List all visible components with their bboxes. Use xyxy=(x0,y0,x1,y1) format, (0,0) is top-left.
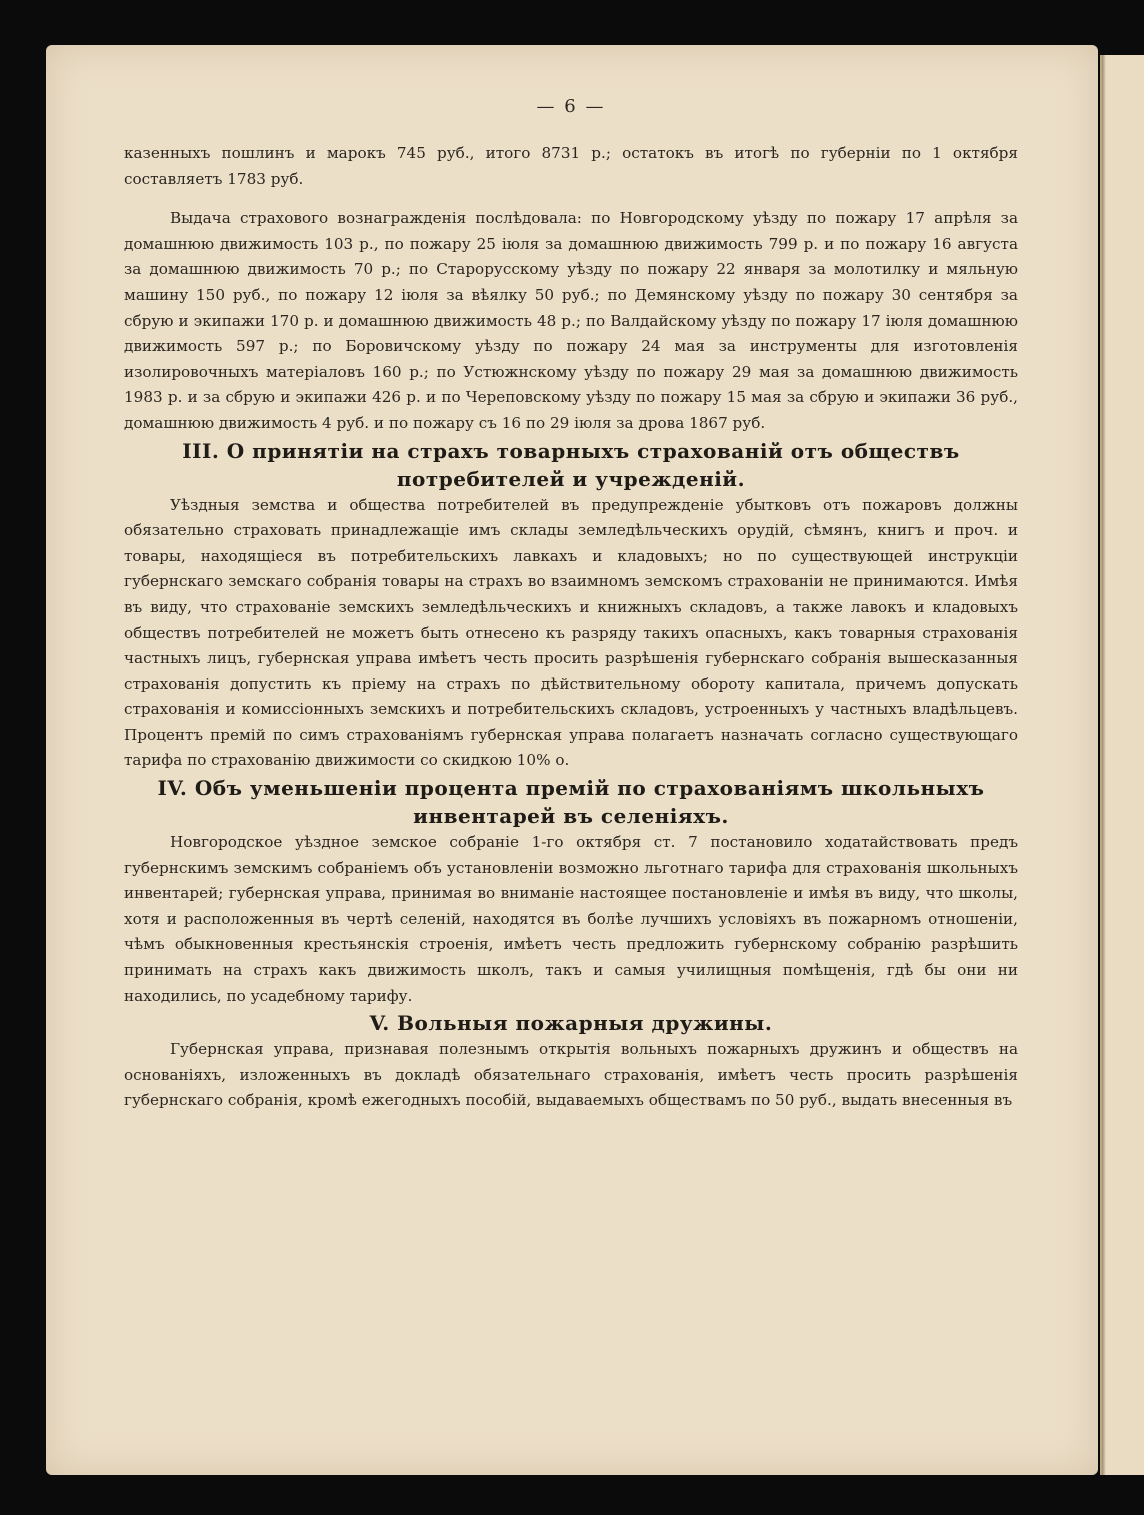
paragraph-continued: казенныхъ пошлинъ и марокъ 745 руб., итого 8731 р.; остатокъ въ итогѣ по губерніи по 1 октября составляетъ 1783 руб. xyxy=(124,144,1018,188)
paragraph-section-3: Уѣздныя земства и общества потребителей въ предупрежденіе убытковъ отъ пожаровъ должны обязательно страховать принадлежащіе имъ склады земледѣльческихъ орудій, сѣмянъ, книгъ и проч. и товары, находящіеся въ потребительскихъ лавкахъ и кладовыхъ; но по существующей инструкціи губернскаго земскаго собранія товары на страхъ во взаимномъ земскомъ страхованіи не принимаются. Имѣя въ виду, что страхованіе земскихъ земледѣльческихъ и книжныхъ складовъ, а также лавокъ и кладовыхъ обществъ потребителей не можетъ быть отнесено къ разряду такихъ опасныхъ, какъ товарныя страхованія частныхъ лицъ, губернская управа имѣетъ честь просить разрѣшенія губернскаго собранія вышесказанныя страхованія допустить къ пріему на страхъ по дѣйствительному обороту капитала, причемъ допускать страхованія и комиссіонныхъ земскихъ и потребительскихъ складовъ, устроенныхъ у частныхъ владѣльцевъ. Процентъ премій по симъ страхованіямъ губернская управа полагаетъ назначать согласно существующаго тарифа по страхованію движимости со скидкою 10% о. xyxy=(124,495,1018,770)
section-heading-4: IV. Объ уменьшеніи процента премій по страхованіямъ школьныхъ инвентарей въ селеніяхъ. xyxy=(157,776,985,829)
next-page-edge xyxy=(1100,55,1144,1475)
page-content xyxy=(124,96,1018,1114)
paragraph-section-5: Губернская управа, признавая полезнымъ открытія вольныхъ пожарныхъ дружинъ и обществъ на основаніяхъ, изложенныхъ въ докладѣ обязательнаго страхованія, имѣетъ честь просить разрѣшенія губернскаго собранія, кромѣ ежегодныхъ пособій, выдаваемыхъ обществамъ по 50 руб., выдать внесенныя въ xyxy=(124,1040,1018,1110)
page-number: — 6 — xyxy=(536,96,606,117)
section-heading-3: III. О принятіи на страхъ товарныхъ страхованій отъ обществъ потребителей и учрежденій. xyxy=(182,438,960,491)
paragraph-insurance-payouts: Выдача страхового вознагражденія послѣдовала: по Новгородскому уѣзду по пожару 17 апрѣля за домашнюю движимость 103 р., по пожару 25 іюля за домашнюю движимость 799 р. и по пожару 16 августа за домашнюю движимость 70 р.; по Старорусскому уѣзду по пожару 22 января за молотилку и мяльную машину 150 руб., по пожару 12 іюля за вѣялку 50 руб.; по Демянскому уѣзду по пожару 30 сентября за сбрую и экипажи 170 р. и домашнюю движимость 48 р.; по Валдайскому уѣзду по пожару 17 іюля домашнюю движимость 597 р.; по Боровичскому уѣзду по пожару 24 мая за инструменты для изготовленія изолировочныхъ матеріаловъ 160 р.; по Устюжнскому уѣзду по пожару 29 мая за домашнюю движимость 1983 р. и за сбрую и экипажи 426 р. и по Череповскому уѣзду по пожару 15 мая за сбрую и экипажи 36 руб., домашнюю движимость 4 руб. и по пожару съ 16 по 29 іюля за дрова 1867 руб. xyxy=(124,209,1018,432)
page-fold xyxy=(1102,55,1106,1475)
section-heading-5: V. Вольныя пожарныя дружины. xyxy=(369,1011,773,1036)
paragraph-section-4: Новгородское уѣздное земское собраніе 1-го октября ст. 7 постановило ходатайствовать предъ губернскимъ земскимъ собраніемъ объ установленіи возможно льготнаго тарифа для страхованія школьныхъ инвентарей; губернская управа, принимая во вниманіе настоящее постановленіе и имѣя въ виду, что школы, хотя и расположенныя въ чертѣ селеній, находятся въ болѣе лучшихъ условіяхъ въ пожарномъ отношеніи, чѣмъ обыкновенныя крестьянскія строенія, имѣетъ честь предложить губернскому собранію разрѣшить принимать на страхъ какъ движимость школъ, такъ и самыя училищныя помѣщенія, гдѣ бы они ни находились, по усадебному тарифу. xyxy=(124,833,1018,1005)
